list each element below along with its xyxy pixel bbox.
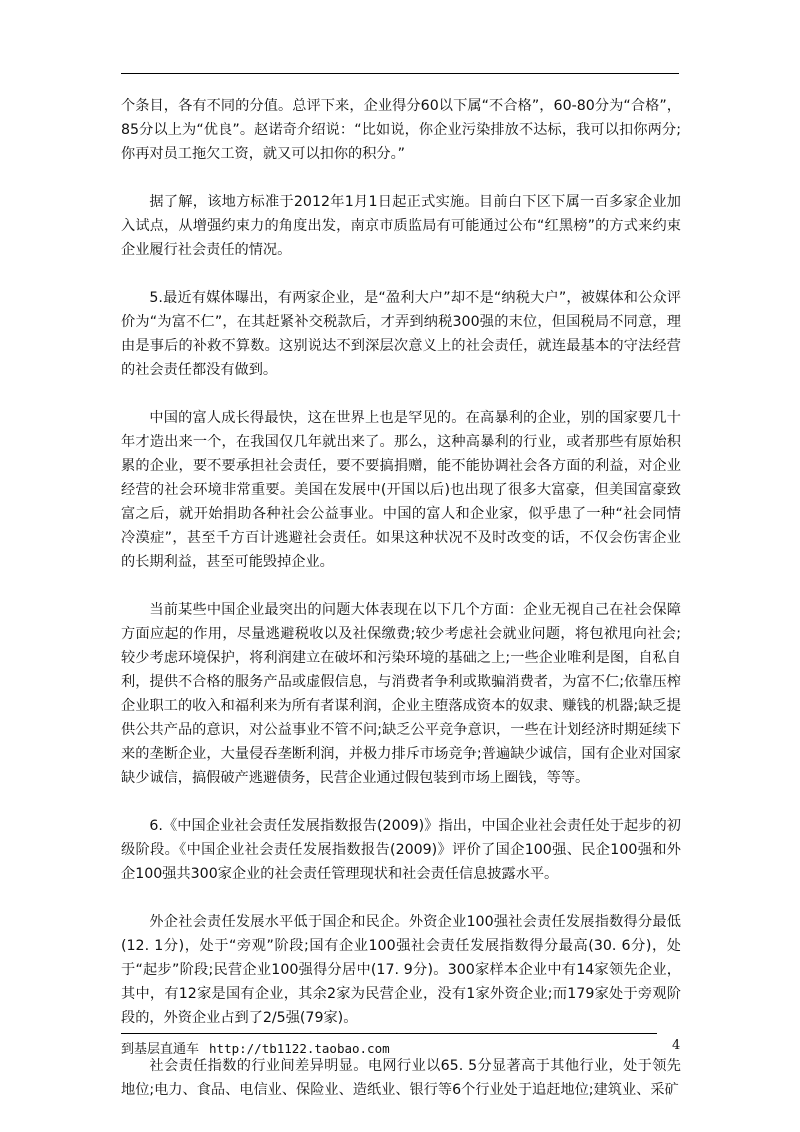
footer-rule bbox=[121, 1033, 657, 1034]
document-body bbox=[121, 94, 681, 1102]
paragraph: 6.《中国企业社会责任发展指数报告(2009)》指出，中国企业社会责任处于起步的初级阶段。《中国企业社会责任发展指数报告(2009)》评价了国企100强、民企100强和外企100强共300家企业的社会责任管理现状和社会责任信息披露水平。 bbox=[121, 818, 681, 882]
paragraph: 外企社会责任发展水平低于国企和民企。外资企业100强社会责任发展指数得分最低(12. 1分)，处于“旁观”阶段;国有企业100强社会责任发展指数得分最高(30. 6分)，处于“起步”阶段;民营企业100强得分居中(17. 9分)。300家样本企业中有14家领先企业，其中，有12家是国有企业，其余2家为民营企业，没有1家外资企业;而179家处于旁观阶段的，外资企业占到了2/5强(79家)。 bbox=[121, 914, 681, 1026]
paragraph: 当前某些中国企业最突出的问题大体表现在以下几个方面：企业无视自己在社会保障方面应起的作用，尽量逃避税收以及社保缴费;较少考虑社会就业问题，将包袱甩向社会;较少考虑环境保护，将利润建立在破坏和污染环境的基础之上;一些企业唯利是图，自私自利，提供不合格的服务产品或虚假信息，与消费者争利或欺骗消费者，为富不仁;依靠压榨企业职工的收入和福利来为所有者谋利润，企业主堕落成资本的奴隶、赚钱的机器;缺乏提供公共产品的意识，对公益事业不管不问;缺乏公平竞争意识，一些在计划经济时期延续下来的垄断企业，大量侵吞垄断利润，并极力排斥市场竞争;普遍缺少诚信，国有企业对国家缺少诚信，搞假破产逃避债务，民营企业通过假包装到市场上圈钱，等等。 bbox=[121, 602, 681, 786]
footer-label: 到基层直通车 bbox=[121, 1042, 200, 1057]
footer-link[interactable]: http://tb1122.taobao.com bbox=[209, 1041, 390, 1056]
paragraph: 据了解，该地方标准于2012年1月1日起正式实施。目前白下区下属一百多家企业加入试点，从增强约束力的角度出发，南京市质监局有可能通过公布“红黑榜”的方式来约束企业履行社会责任的情况。 bbox=[121, 194, 681, 258]
footer bbox=[121, 1038, 390, 1057]
paragraph: 个条目，各有不同的分值。总评下来，企业得分60以下属“不合格”，60-80分为“合格”，85分以上为“优良”。赵诺奇介绍说：“比如说，你企业污染排放不达标，我可以扣你两分;你再对员工拖欠工资，就又可以扣你的积分。” bbox=[121, 98, 681, 162]
paragraph: 社会责任指数的行业间差异明显。电网行业以65. 5分显著高于其他行业，处于领先地位;电力、食品、电信业、保险业、造纸业、银行等6个行业处于追赶地位;建筑业、采矿 bbox=[121, 1058, 681, 1098]
header-rule bbox=[121, 73, 679, 74]
paragraph: 中国的富人成长得最快，这在世界上也是罕见的。在高暴利的企业，别的国家要几十年才造出来一个，在我国仅几年就出来了。那么，这种高暴利的行业，或者那些有原始积累的企业，要不要承担社会责任，要不要搞捐赠，能不能协调社会各方面的利益，对企业经营的社会环境非常重要。美国在发展中(开国以后)也出现了很多大富豪，但美国富豪致富之后，就开始捐助各种社会公益事业。中国的富人和企业家，似乎患了一种“社会同情冷漠症”，甚至千方百计逃避社会责任。如果这种状况不及时改变的话，不仅会伤害企业的长期利益，甚至可能毁掉企业。 bbox=[121, 410, 681, 570]
paragraph: 5.最近有媒体曝出，有两家企业，是“盈利大户”却不是“纳税大户”，被媒体和公众评价为“为富不仁”，在其赶紧补交税款后，才弄到纳税300强的末位，但国税局不同意，理由是事后的补救不算数。这别说达不到深层次意义上的社会责任，就连最基本的守法经营的社会责任都没有做到。 bbox=[121, 290, 681, 378]
page-number: 4 bbox=[672, 1038, 681, 1053]
